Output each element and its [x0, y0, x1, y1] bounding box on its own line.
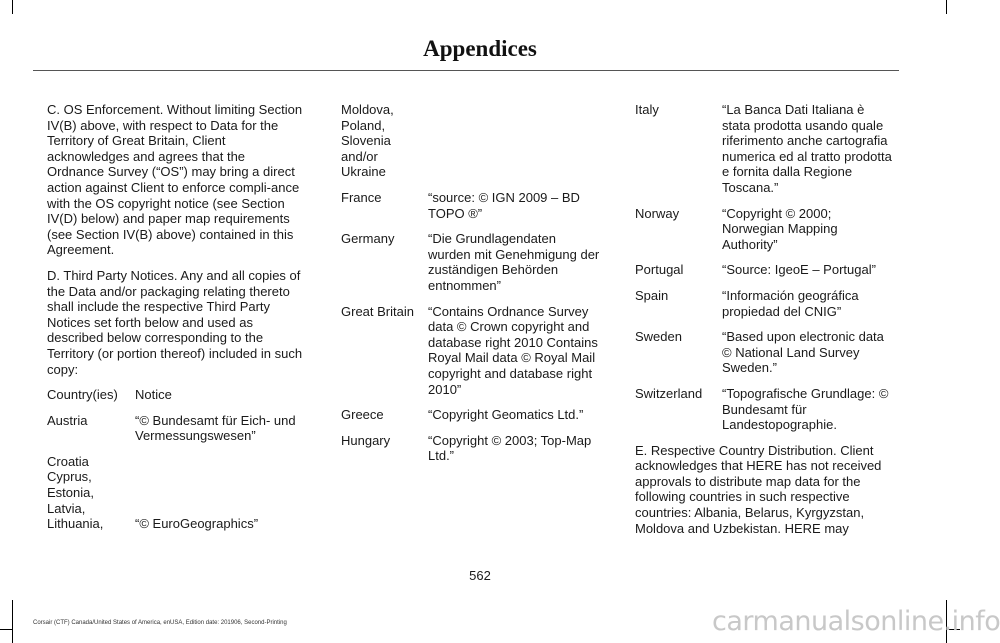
notice-cell: “Die Grundlagendaten wurden mit Genehmigung der zuständigen Behörden entnommen”	[428, 231, 600, 293]
table-row	[341, 304, 601, 398]
country-cell: Norway	[635, 205, 680, 221]
notice-cell: “La Banca Dati Italiana è stata prodotta usando quale riferimento anche cartografia numerica ed al tratto prodotta e fornita dalla Regione Toscana.”	[722, 102, 892, 195]
table-row-group	[47, 454, 303, 532]
notice-cell: “Based upon electronic data © National Land Survey Sweden.”	[722, 329, 884, 376]
notice-cell: “Topografische Grundlage: © Bundesamt für Landestopographie.	[722, 385, 889, 433]
notice-cell: “Copyright Geomatics Ltd.”	[428, 407, 584, 423]
notice-cell: “Copyright © 2003; Top-Map Ltd.”	[428, 432, 592, 464]
notice-cell: “© Bundesamt für Eich- und Vermessungswesen”	[135, 412, 296, 444]
country-cell: Austria	[47, 412, 88, 428]
notice-cell: “Copyright © 2000; Norwegian Mapping Authority”	[722, 205, 838, 252]
header-notice: Notice	[135, 387, 172, 403]
country-cell: Croatia	[47, 453, 89, 469]
watermark-logo: carmanualsonline.info	[712, 606, 1000, 637]
notice-cell: “source: © IGN 2009 – BD TOPO ®”	[428, 189, 580, 221]
country-cell: Lithuania,	[47, 516, 104, 532]
page-title: Appendices	[423, 36, 537, 61]
crop-mark	[12, 600, 13, 643]
country-cell: Sweden	[635, 329, 682, 345]
table-row	[47, 413, 303, 444]
footer-edition: Corsair (CTF) Canada/United States of America, enUSA, Edition date: 201906, Second-Printing	[33, 620, 287, 626]
paragraph-e: E. Respective Country Distribution. Client acknowledges that HERE has not received approvals to distribute map data for the following countries in such respective countries: Albania, Belarus, Kyrgyzstan, Moldova and Uzbekistan. HERE may	[635, 442, 882, 536]
table-row	[635, 102, 893, 196]
table-row	[341, 190, 601, 221]
table-row	[341, 433, 601, 464]
table-row	[635, 288, 893, 319]
table-row	[341, 407, 601, 423]
paragraph-d: D. Third Party Notices. Any and all copies of the Data and/or packaging relating thereto shall include the respective Third Party Notices set forth below and used as described below corresponding to the Territory (or portion thereof) included in such copy:	[47, 267, 303, 377]
country-cell: Greece	[341, 407, 384, 423]
header-country: Country(ies)	[47, 387, 118, 403]
country-cell: Portugal	[635, 262, 684, 278]
table-row-group	[341, 102, 601, 180]
country-cell: Slovenia	[341, 133, 391, 149]
notice-cell: “Información geográfica propiedad del CNIG”	[722, 287, 859, 319]
country-cell: Switzerland	[635, 385, 703, 401]
country-cell: Great Britain	[341, 303, 414, 319]
country-cell: and/or	[341, 148, 378, 164]
column-left	[47, 102, 303, 542]
crop-mark	[0, 629, 12, 630]
country-cell: Hungary	[341, 432, 391, 448]
table-row	[635, 206, 893, 253]
paragraph-c: C. OS Enforcement. Without limiting Section IV(B) above, with respect to Data for the Territory of Great Britain, Client acknowledges and agrees that the Ordnance Survey (“OS”) may bring a direct action against Client to enforce compli-ance with the OS copyright notice (see Section IV(D) below) and paper map requirements (see Section IV(B) above) contained in this Agreement.	[47, 102, 303, 258]
country-cell: Estonia,	[47, 485, 94, 501]
country-cell: Germany	[341, 231, 395, 247]
country-cell: Latvia,	[47, 500, 86, 516]
country-cell: Spain	[635, 287, 669, 303]
table-row	[635, 386, 893, 433]
table-row	[341, 231, 601, 293]
country-cell: Cyprus,	[47, 469, 92, 485]
table-row	[47, 516, 303, 532]
page-number: 562	[469, 568, 491, 583]
column-middle	[341, 102, 601, 474]
country-cell: France	[341, 189, 382, 205]
country-cell: Ukraine	[341, 164, 386, 180]
column-right	[635, 102, 893, 546]
country-cell: Poland,	[341, 117, 386, 133]
table-row	[635, 262, 893, 278]
notice-cell: “Contains Ordnance Survey data © Crown copyright and database right 2010 Contains Royal Mail data © Royal Mail copyright and database right 2010”	[428, 303, 598, 397]
crop-mark	[12, 0, 13, 14]
header-divider	[33, 70, 899, 71]
table-row	[635, 329, 893, 376]
notice-cell: “© EuroGeographics”	[135, 516, 259, 532]
country-cell: Italy	[635, 102, 659, 117]
notice-cell: “Source: IgeoE – Portugal”	[722, 262, 876, 278]
crop-mark	[946, 0, 947, 14]
table-header	[47, 387, 303, 403]
country-cell: Moldova,	[341, 102, 394, 117]
